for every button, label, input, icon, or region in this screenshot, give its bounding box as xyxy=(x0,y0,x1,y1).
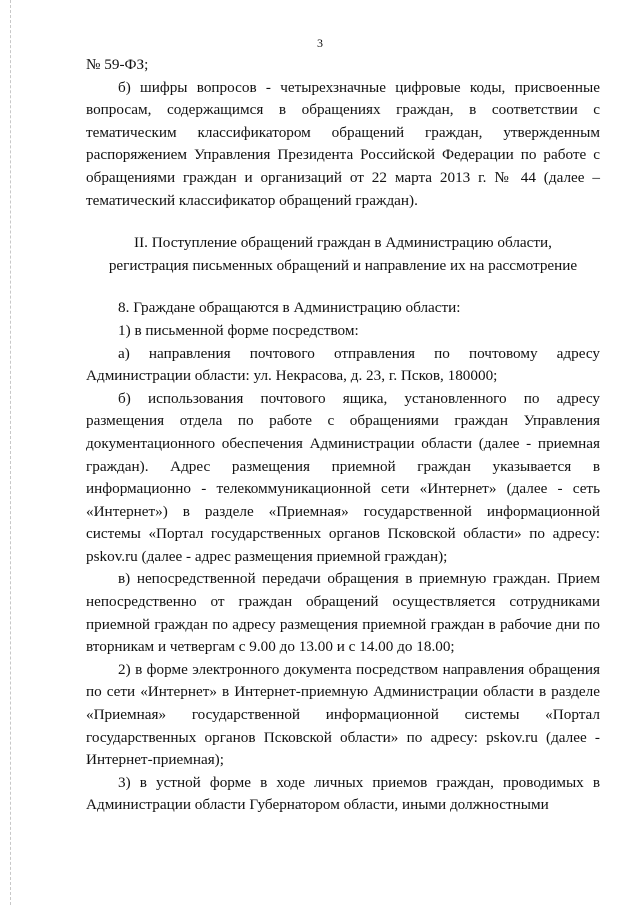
paragraph-question-codes: б) шифры вопросов - четырехзначные цифровые коды, присвоенные вопросам, содержащимся в обращениях граждан, в соответствии с тематическим классификатором обращений граждан, утвержденным распоряжением Управления Президента Российской Федерации по работе с обращениями граждан и организаций от 22 марта 2013 г. № 44 (далее – тематический классификатор обращений граждан). xyxy=(86,78,600,209)
paragraph-oral: 3) в устной форме в ходе личных приемов граждан, проводимых в Администрации области Губернатором области, иными должностными xyxy=(86,773,600,814)
paragraph-mailbox: б) использования почтового ящика, установленного по адресу размещения отдела по работе с обращениями граждан Управления документационного обеспечения Администрации области (далее - приемная граждан). Адрес размещения приемной граждан указывается в информационно - телекоммуникационной сети «Интернет» (далее - сеть «Интернет») в разделе «Приемная» государственной информационной системы «Портал государственных органов Псковской области» по адресу: pskov.ru (далее - адрес размещения приемной граждан); xyxy=(86,389,600,565)
scan-edge-line xyxy=(0,0,11,905)
paragraph-electronic: 2) в форме электронного документа посредством направления обращения по сети «Интернет» в Интернет-приемную Администрации области в разделе «Приемная» государственной информационной системы «Портал государственных органов Псковской области» по адресу: pskov.ru (далее - Интернет-приемная); xyxy=(86,660,600,769)
paragraph-8: 8. Граждане обращаются в Администрацию области: xyxy=(118,299,461,317)
section-heading xyxy=(86,232,600,277)
document-body xyxy=(86,54,600,817)
section-heading-line-1: II. Поступление обращений граждан в Администрацию области, xyxy=(134,234,552,252)
paragraph-written-form: 1) в письменной форме посредством: xyxy=(118,321,359,339)
paragraph-law-ref: № 59-ФЗ; xyxy=(86,56,149,73)
page-number: 3 xyxy=(317,36,323,50)
paragraph-postal: а) направления почтового отправления по почтовому адресу Администрации области: ул. Некрасова, д. 23, г. Псков, 180000; xyxy=(86,344,600,385)
section-heading-line-2: регистрация письменных обращений и направление их на рассмотрение xyxy=(108,256,578,274)
paragraph-direct-delivery: в) непосредственной передачи обращения в приемную граждан. Прием непосредственно от граждан обращений осуществляется сотрудниками приемной граждан по адресу размещения приемной граждан в рабочие дни по вторникам и четвергам с 9.00 до 13.00 и с 14.00 до 18.00; xyxy=(86,570,600,656)
